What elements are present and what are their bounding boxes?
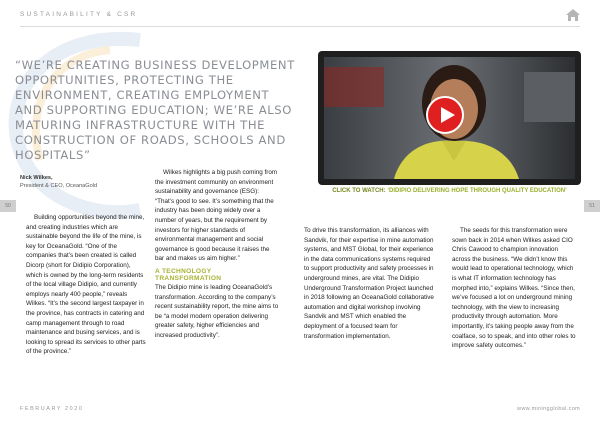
play-icon[interactable] (426, 96, 464, 134)
pull-quote: “WE’RE CREATING BUSINESS DEVELOPMENT OPPORTUNITIES, PROTECTING THE ENVIRONMENT, CREATING EMPLOYMENT AND SUPPORTING EDUCATION; WE’RE ALSO MATURING INFRASTRUCTURE WITH THE CONSTRUCTION OF ROADS, SCHOOLS AND HOSPITALS” (15, 58, 295, 162)
page-number-left: 50 (0, 200, 16, 212)
footer-issue-date: FEBRUARY 2020 (20, 406, 84, 412)
home-icon[interactable] (565, 8, 581, 22)
header-divider (20, 26, 580, 27)
paragraph: The seeds for this transformation were sown back in 2014 when Wilkes asked CIO Chris Cawood to champion innovation across the business. “We didn’t know this would lead to operational technology, which is what IT information technology has morphed into,” explains Wilkes. “Since then, we’ve focused a lot on underground mining technology, with the view to increasing productivity through automation. More importantly, it’s taking people away from the coalface, so to speak, and into other roles to improve safety outcomes.” (452, 227, 576, 350)
video-player[interactable] (318, 51, 581, 185)
article-column-1 (26, 213, 148, 357)
quote-author-name: Nick Wilkes, (20, 175, 53, 181)
article-column-4 (452, 226, 578, 351)
article-column-3 (304, 226, 434, 341)
paragraph: The Didipio mine is leading OceanaGold’s transformation. According to the company’s recent sustainability report, the mine aims to be “a model modern operation delivering greater safety, higher efficiencies and increased productivity”. (155, 283, 279, 339)
paragraph: Building opportunities beyond the mine, and creating industries which are sustainable beyond the life of the mine, is key for OceanaGold. “One of the companies that’s been created is called Dicorp (short for Didipio Corporation), which is owned by the long-term residents of the local village Didipio, and currently employs nearly 400 people,” reveals Wilkes. “It’s the second largest taxpayer in the province, has contracts in catering and camp management through to road maintenance and busing services, and is looking to spread its services to other parts of the province.” (26, 214, 146, 356)
video-caption-cta[interactable]: CLICK TO WATCH: (332, 188, 386, 194)
paragraph: Wilkes highlights a big push coming from the investment community on environment sustainability and governance (ESG): “That’s good to see. It’s something that the industry has been doing widely over a number of years, but the requirement by investors for higher standards of environmental management and social governance is good because it raises the bar and makes us aim higher.” (155, 169, 278, 263)
quote-attribution (20, 174, 97, 190)
section-subhead: A TECHNOLOGY TRANSFORMATION (155, 267, 222, 282)
page-number-right: 51 (584, 200, 600, 212)
paragraph: To drive this transformation, its alliances with Sandvik, for their expertise in mine automation systems, and MST Global, for their experience in the data communications systems required to support productivity and safety processes in underground mines, are vital. The Didipio Underground Transformation Project launched in 2018 following an OceanaGold collaborative automation and digital workshop involving Sandvik and MST which enabled the deployment of a focused team for transformation implementation. (304, 227, 434, 340)
quote-author-title: President & CEO, OceanaGold (20, 183, 98, 189)
video-caption[interactable] (318, 187, 581, 196)
footer-website-link[interactable]: www.miningglobal.com (517, 406, 580, 412)
video-caption-title[interactable]: ‘DIDIPIO DELIVERING HOPE THROUGH QUALITY EDUCATION’ (387, 188, 567, 194)
section-title: SUSTAINABILITY & CSR (20, 11, 138, 18)
article-column-2 (155, 168, 279, 341)
